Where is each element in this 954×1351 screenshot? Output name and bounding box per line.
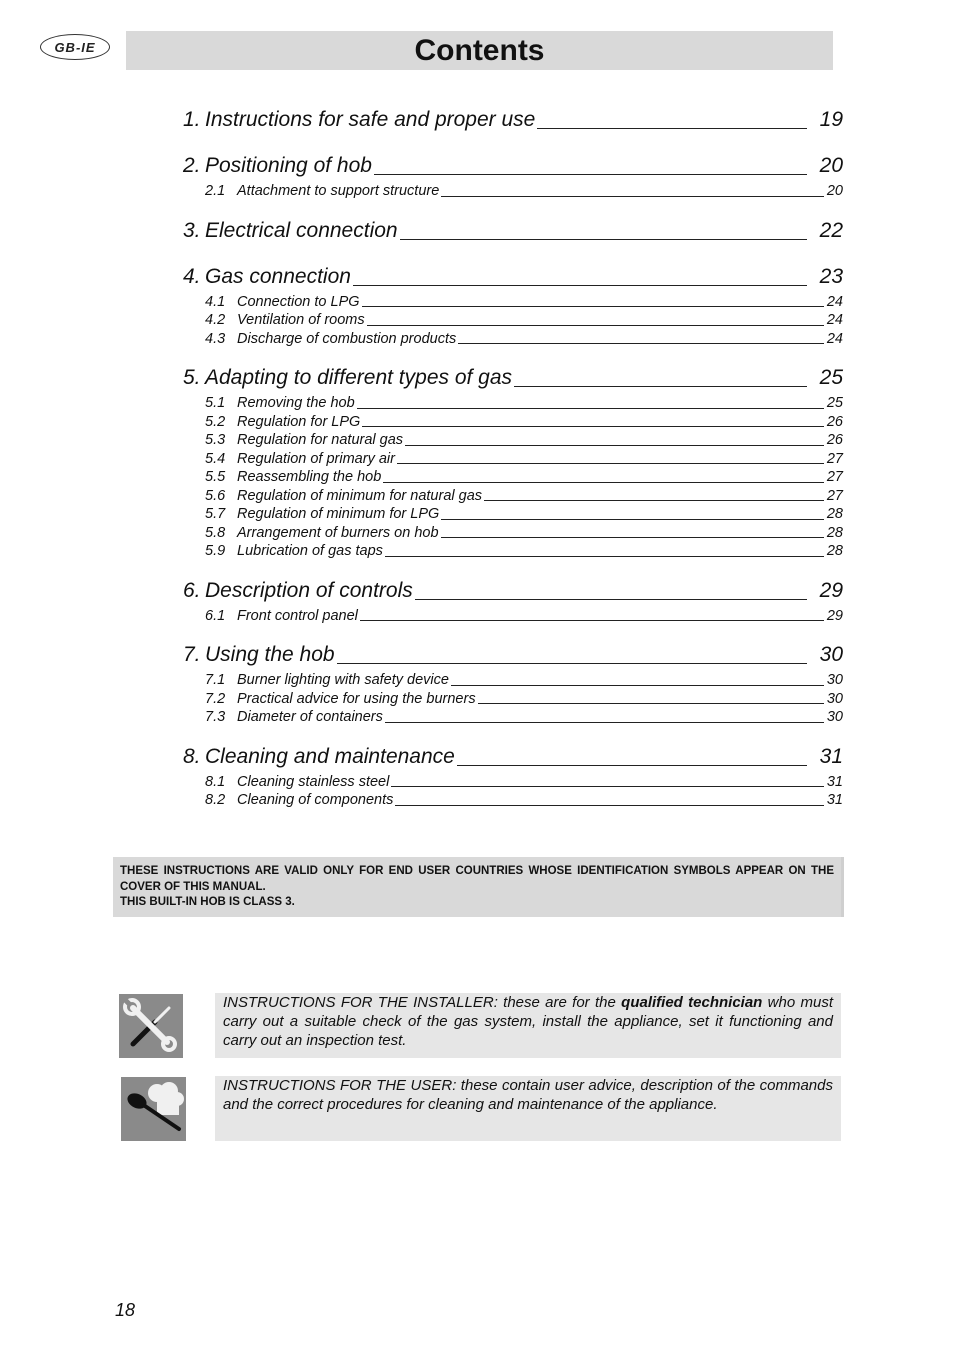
toc-subsection-entry bbox=[183, 413, 843, 432]
toc-section-number: 3. bbox=[183, 218, 201, 242]
toc-subsection-title: Cleaning of components bbox=[237, 792, 394, 808]
toc-subsection-number: 5.5 bbox=[205, 469, 226, 485]
installer-text-end: who must carry out a suitable check of the gas system, install the appliance, set it functioning and carry out an inspection test. bbox=[223, 994, 834, 1049]
wrench-screwdriver-icon bbox=[119, 994, 183, 1058]
toc-subsection-entry bbox=[183, 524, 843, 543]
toc-subsection-number: 7.3 bbox=[205, 709, 226, 725]
toc-subsection-entry bbox=[183, 182, 843, 201]
title-bar bbox=[123, 31, 833, 70]
toc-leader-line bbox=[383, 482, 824, 483]
installer-text-bold: qualified technician bbox=[621, 994, 763, 1011]
toc-leader-line bbox=[537, 128, 807, 129]
validity-notice bbox=[113, 857, 844, 917]
toc-subsection-number: 2.1 bbox=[205, 183, 226, 199]
toc-section-entry bbox=[183, 261, 843, 293]
toc-subsection-entry bbox=[183, 607, 843, 626]
notice-line-2: THIS BUILT-IN HOB IS CLASS 3. bbox=[120, 896, 295, 908]
toc-subsection-title: Lubrication of gas taps bbox=[237, 543, 383, 559]
page-number: 18 bbox=[115, 1300, 136, 1320]
toc-subsection-number: 4.1 bbox=[205, 293, 226, 310]
toc-section bbox=[183, 150, 843, 201]
toc-subsection-number: 5.1 bbox=[205, 395, 226, 411]
toc-subsection-number: 6.1 bbox=[205, 607, 226, 624]
toc-subsection-number: 5.8 bbox=[205, 524, 226, 541]
toc-subsection-entry bbox=[183, 431, 843, 450]
toc-section-number: 5. bbox=[183, 366, 201, 389]
toc-section-page: 23 bbox=[819, 264, 843, 288]
toc-leader-line bbox=[415, 599, 807, 600]
toc-section-entry bbox=[183, 362, 843, 394]
toc-section-title: Using the hob bbox=[205, 643, 335, 666]
toc-leader-line bbox=[385, 556, 824, 557]
toc-leader-line bbox=[374, 174, 807, 175]
toc-subsection-entry bbox=[183, 690, 843, 709]
toc-subsection-number: 5.2 bbox=[205, 413, 226, 430]
toc-subsection-page: 28 bbox=[826, 524, 843, 541]
toc-subsection-title: Practical advice for using the burners bbox=[237, 690, 476, 707]
toc-section bbox=[183, 639, 843, 727]
toc-section-title: Instructions for safe and proper use bbox=[205, 108, 536, 131]
toc-subsection-number: 5.9 bbox=[205, 543, 226, 559]
toc-leader-line bbox=[357, 408, 824, 409]
toc-subsection-entry bbox=[183, 311, 843, 330]
toc-subsection-title: Connection to LPG bbox=[237, 293, 360, 310]
toc-leader-line bbox=[395, 805, 824, 806]
user-text: INSTRUCTIONS FOR THE USER: these contain user advice, description of the commands and the correct procedures for cleaning and maintenance of the appliance. bbox=[223, 1077, 833, 1113]
toc-section-page: 30 bbox=[819, 643, 843, 666]
toc-subsection-title: Removing the hob bbox=[237, 395, 355, 411]
toc-leader-line bbox=[362, 306, 824, 307]
toc-subsection-page: 26 bbox=[826, 432, 843, 448]
toc-leader-line bbox=[362, 426, 824, 427]
toc-section-entry bbox=[183, 575, 843, 607]
toc-section-page: 20 bbox=[819, 154, 843, 177]
toc-subsection-entry bbox=[183, 394, 843, 413]
toc-section-page: 29 bbox=[819, 578, 843, 602]
toc-section-title: Cleaning and maintenance bbox=[205, 744, 455, 768]
toc-subsection-number: 5.3 bbox=[205, 432, 226, 448]
toc-section-number: 4. bbox=[183, 264, 201, 288]
toc-subsection-page: 31 bbox=[826, 792, 843, 808]
toc-subsection-number: 5.7 bbox=[205, 506, 226, 522]
toc-section-page: 22 bbox=[819, 218, 843, 242]
toc-subsection-page: 30 bbox=[826, 690, 843, 707]
toc-subsection-entry bbox=[183, 791, 843, 810]
toc-leader-line bbox=[441, 519, 824, 520]
page-title: Contents bbox=[414, 33, 545, 67]
toc-section-title: Gas connection bbox=[205, 264, 351, 288]
toc-section-number: 7. bbox=[183, 643, 201, 666]
toc-section-page: 31 bbox=[819, 744, 843, 768]
toc-leader-line bbox=[360, 620, 824, 621]
toc-subsection-entry bbox=[183, 330, 843, 349]
user-instructions bbox=[215, 1076, 841, 1141]
toc-subsection-title: Arrangement of burners on hob bbox=[237, 524, 439, 541]
toc-subsection-page: 20 bbox=[826, 183, 843, 199]
toc-subsection-title: Regulation of minimum for LPG bbox=[237, 506, 440, 522]
toc-section bbox=[183, 215, 843, 247]
toc-subsection-title: Front control panel bbox=[237, 607, 358, 624]
toc-subsection-number: 8.2 bbox=[205, 792, 226, 808]
toc-subsection-entry bbox=[183, 468, 843, 487]
toc-leader-line bbox=[397, 463, 824, 464]
toc-subsection-page: 24 bbox=[826, 312, 843, 328]
toc-leader-line bbox=[353, 285, 807, 286]
toc-subsection-title: Reassembling the hob bbox=[237, 469, 382, 485]
toc-section-number: 6. bbox=[183, 578, 201, 602]
toc-leader-line bbox=[457, 765, 807, 766]
toc-subsection-title: Regulation of minimum for natural gas bbox=[237, 487, 483, 504]
installer-text-start: INSTRUCTIONS FOR THE INSTALLER: these are for the bbox=[223, 994, 622, 1011]
toc-section-title: Electrical connection bbox=[205, 218, 398, 242]
toc-section bbox=[183, 741, 843, 810]
toc-subsection-title: Regulation for LPG bbox=[237, 413, 361, 430]
toc-leader-line bbox=[441, 537, 824, 538]
toc-subsection-number: 7.1 bbox=[205, 672, 226, 688]
toc-subsection-title: Burner lighting with safety device bbox=[237, 672, 449, 688]
toc-subsection-entry bbox=[183, 671, 843, 690]
toc-subsection-page: 28 bbox=[826, 543, 843, 559]
toc-leader-line bbox=[478, 703, 824, 704]
toc-section-title: Adapting to different types of gas bbox=[205, 366, 513, 389]
toc-subsection-number: 4.3 bbox=[205, 330, 226, 347]
table-of-contents bbox=[183, 104, 843, 824]
toc-subsection-title: Cleaning stainless steel bbox=[237, 773, 390, 790]
toc-section-entry bbox=[183, 639, 843, 671]
toc-subsection-title: Ventilation of rooms bbox=[237, 312, 365, 328]
toc-subsection-entry bbox=[183, 773, 843, 792]
toc-section bbox=[183, 261, 843, 349]
installer-instructions bbox=[215, 993, 841, 1058]
toc-section-entry bbox=[183, 741, 843, 773]
toc-subsection-title: Attachment to support structure bbox=[237, 183, 440, 199]
spoon-chef-hat-icon bbox=[121, 1077, 186, 1141]
toc-subsection-number: 8.1 bbox=[205, 773, 226, 790]
toc-subsection-entry bbox=[183, 293, 843, 312]
toc-subsection-entry bbox=[183, 505, 843, 524]
toc-subsection-page: 27 bbox=[826, 450, 843, 467]
toc-section-number: 8. bbox=[183, 744, 201, 768]
toc-section-number: 2. bbox=[183, 154, 201, 177]
toc-subsection-page: 29 bbox=[826, 607, 843, 624]
toc-section-title: Positioning of hob bbox=[205, 154, 372, 177]
toc-leader-line bbox=[400, 239, 807, 240]
toc-section-page: 19 bbox=[819, 108, 843, 131]
toc-subsection-page: 26 bbox=[826, 413, 843, 430]
language-badge: GB-IE bbox=[40, 34, 110, 60]
toc-subsection-page: 27 bbox=[826, 487, 843, 504]
toc-section bbox=[183, 362, 843, 561]
toc-leader-line bbox=[405, 445, 824, 446]
toc-section-page: 25 bbox=[819, 366, 843, 389]
toc-leader-line bbox=[514, 386, 807, 387]
toc-subsection-title: Diameter of containers bbox=[237, 709, 383, 725]
toc-subsection-page: 25 bbox=[826, 395, 843, 411]
toc-subsection-page: 31 bbox=[826, 773, 843, 790]
toc-leader-line bbox=[484, 500, 824, 501]
toc-leader-line bbox=[385, 722, 824, 723]
toc-section-entry bbox=[183, 215, 843, 247]
toc-subsection-page: 24 bbox=[826, 330, 843, 347]
toc-section-entry bbox=[183, 150, 843, 182]
toc-subsection-title: Regulation for natural gas bbox=[237, 432, 404, 448]
toc-subsection-page: 30 bbox=[826, 709, 843, 725]
toc-subsection-entry bbox=[183, 542, 843, 561]
toc-leader-line bbox=[458, 343, 824, 344]
toc-subsection-entry bbox=[183, 450, 843, 469]
toc-leader-line bbox=[337, 663, 807, 664]
notice-line-1: THESE INSTRUCTIONS ARE VALID ONLY FOR END USER COUNTRIES WHOSE IDENTIFICATION SYMBOLS APPEAR ON THE COVER OF THIS MANUAL. bbox=[120, 865, 834, 893]
toc-subsection-page: 28 bbox=[826, 506, 843, 522]
toc-subsection-number: 5.4 bbox=[205, 450, 226, 467]
toc-section bbox=[183, 575, 843, 626]
toc-leader-line bbox=[441, 196, 824, 197]
toc-subsection-entry bbox=[183, 708, 843, 727]
toc-subsection-number: 4.2 bbox=[205, 312, 226, 328]
toc-leader-line bbox=[391, 786, 824, 787]
toc-subsection-entry bbox=[183, 487, 843, 506]
toc-section-title: Description of controls bbox=[205, 578, 413, 602]
toc-subsection-number: 5.6 bbox=[205, 487, 226, 504]
toc-subsection-title: Discharge of combustion products bbox=[237, 330, 457, 347]
toc-subsection-title: Regulation of primary air bbox=[237, 450, 395, 467]
toc-subsection-number: 7.2 bbox=[205, 690, 226, 707]
toc-subsection-page: 30 bbox=[826, 672, 843, 688]
toc-subsection-page: 27 bbox=[826, 469, 843, 485]
toc-section-entry bbox=[183, 104, 843, 136]
toc-subsection-page: 24 bbox=[826, 293, 843, 310]
toc-section-number: 1. bbox=[183, 108, 201, 131]
toc-section bbox=[183, 104, 843, 136]
toc-leader-line bbox=[451, 685, 824, 686]
toc-leader-line bbox=[367, 325, 824, 326]
